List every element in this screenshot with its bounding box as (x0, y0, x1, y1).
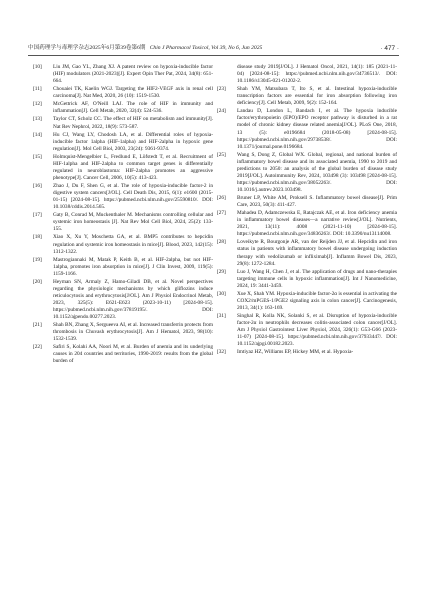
reference-item (33, 344, 213, 365)
journal-chinese-title: 中国药理学与毒理学杂志2025年6月第39卷第6期 (28, 45, 146, 51)
reference-text: Heyman SN, Armaly Z, Hamo-Giladi DB, et al. Novel perspectives regarding the physiologic mechanisms by which gliflozins induce reticulocytosis and erythrocytosis[J/OL]. Am J Physiol Endocrinol Metab, 2023, 325(5): E621-E623 (2023-10-11) [2024-08-15]. https://pubmed.ncbi.nlm.nih.gov/37819195/. DOI: 10.1152/ajpendo.00277.2023. (53, 278, 213, 321)
reference-number: [24] (217, 108, 226, 115)
journal-info (28, 42, 262, 55)
reference-number: [23] (217, 86, 226, 93)
reference-item (217, 291, 397, 312)
reference-number: [20] (33, 278, 42, 285)
reference-number: [13] (33, 116, 42, 123)
running-header (28, 42, 399, 56)
page-number: · 477 · (380, 45, 399, 52)
reference-item (217, 313, 397, 348)
reference-text: Loveikyte R, Bourgonje AR, van der Reijden JJ, et al. Hepcidin and iron status in patients with inflammatory bowel disease undergoing induction therapy with vedolizumab or infliximab[J]. Inflamm Bowel Dis, 2023, 29(8): 1272-1284. (237, 239, 397, 267)
reference-item (33, 279, 213, 321)
journal-english-title: Chin J Pharmacol Toxicol, Vol 39, No 6, Jun 2025 (149, 45, 263, 51)
reference-text: Safiri S, Kolahi AA, Noori M, et al. Burden of anemia and its underlying causes in 204 countries and territories, 1990-2019: results from the global burden of (53, 344, 213, 365)
reference-text: Bruner LP, White AM, Proksell S. Inflammatory bowel disease[J]. Prim Care, 2023, 50(3): 411-427. (237, 195, 397, 209)
reference-number: [32] (217, 349, 226, 356)
reference-item (33, 234, 213, 255)
reference-item (217, 269, 397, 290)
reference-text: Xiao X, Xu Y, Moschetta GA, et al. BMP5 contributes to hepcidin regulation and systemic iron homeostasis in mice[J]. Blood, 2023, 142(15): 1312-1322. (53, 234, 213, 255)
reference-text: Zhao J, Du F, Shen G, et al. The role of hypoxia-inducible factor-2 in digestive system cancers[J/OL]. Cell Death Dis, 2015, 6(1): e1600 (2015-01-15) [2024-08-15]. https://pubmed.ncbi.nlm.nih.gov/25590810/. DOI: 10.1038/cddis.2014.565. (53, 183, 213, 211)
reference-text: Luo J, Wang H, Chen J, et al. The application of drugs and nano-therapies targeting immune cells in hypoxic inflammation[J]. Int J Nanomedicine, 2024, 19: 3441-3459. (237, 268, 397, 289)
reference-number: [15] (33, 153, 42, 160)
reference-item (217, 64, 397, 85)
reference-number: [14] (33, 131, 42, 138)
reference-number: [12] (33, 101, 42, 108)
reference-text: Mahadea D, Adamczewska E, Ratajczak AE, et al. Iron deficiency anemia in inflammatory bowel diseases—a narrative review[J/OL]. Nutrients, 2021, 13(11): 4008 (2021-11-10) [2024-08-15]. https://pubmed.ncbi.nlm.nih.gov/34836263/. DOI: 10.3390/nu13114008. (237, 210, 397, 238)
reference-item (217, 108, 397, 150)
reference-item (33, 212, 213, 233)
reference-number: [28] (217, 239, 226, 246)
reference-number: [25] (217, 151, 226, 158)
reference-text: Imtiyaz HZ, Williams EP, Hickey MM, et al. Hypoxia- (237, 349, 354, 356)
reference-text: Chouaiei TK, Kaelin WGJ. Targeting the HIF2-VEGF axis in renal cell carcinoma[J]. Nat Med, 2020, 26 (10): 1519-1530. (53, 86, 213, 100)
reference-text: Shah YM, Matsubara T, Ito S, et al. Intestinal hypoxia-inducible transcription factors are essential for iron absorption following iron deficiency[J]. Cell Metab, 2009, 9(2): 152-164. (237, 86, 397, 107)
reference-text: disease study 2019[J/OL]. J Hematol Oncol, 2021, 14(1): 185 (2021-11-04) [2024-08-15]: https://pubmed.ncbi.nlm.nih.gov/34736513/. DOI: 10.1186/s13045-021-01202-2. (237, 64, 397, 85)
reference-number: [31] (217, 313, 226, 320)
reference-item (33, 183, 213, 211)
reference-text: Singhal R, Kolla NK, Solanki S, et al. Disruption of hypoxia-inducible factor-2α in neutrophils decreases colitis-associated colon cancer[J/OL]. Am J Physiol Gastrointest Liver Physiol, 2024, 326(1): G53-G66 (2023-11-07) [2024-08-15]. https://pubmed.ncbi.nlm.nih.gov/37933447/. DOI: 10.1152/ajpgi.00182.2023. (237, 313, 397, 348)
reference-text: Shah BN, Zhang X, Sergueeva AI, et al. Increased transferrin protects from thrombosis in Chuvash erythrocytosis[J]. Am J Hematol, 2023, 98(10): 1532-1539. (53, 322, 213, 343)
reference-number: [26] (217, 195, 226, 202)
reference-number: [27] (217, 210, 226, 217)
reference-item (33, 257, 213, 278)
reference-text: Taylor CT, Scholz CC. The effect of HIF on metabolism and immunity[J]. Nat Rev Nephrol, 2022, 18(9): 573-587. (53, 116, 213, 130)
reference-item (33, 86, 213, 100)
reference-item (217, 349, 397, 356)
reference-text: McGettrick AF, O'Neill LAJ. The role of HIF in immunity and inflammation[J]. Cell Metab, 2020, 32(4): 524-536. (53, 101, 213, 115)
reference-item (33, 116, 213, 130)
reference-text: Landau D, London L, Bandach I, et al. The hypoxia inducible factor/erythropoietin (EPO)/EPO receptor pathway is disturbed in a rat model of chronic kidney disease related anemia[J/OL]. PLoS One, 2018, 13 (5): e0196684 (2018-05-08) [2024-08-15]. https://pubmed.ncbi.nlm.nih.gov/29738538/. DOI: 10.1371/journal.pone.0196684. (237, 108, 397, 150)
reference-number: [11] (33, 86, 42, 93)
reference-text: Wang S, Dong Z, Global WX. Global, regional, and national burden of inflammatory bowel disease and its associated anemia, 1990 to 2019 and predictions to 2050: an analysis of the global burden of disease study 2019[J/OL]. Autoimmunity Rev, 2024, 103498 (3): 103498 [2024-08-15]. https://pubmed.ncbi.nlm.nih.gov/38052263/. DOI: 10.1016/j.autrev.2023.103498. (237, 151, 397, 193)
reference-number: [10] (33, 64, 42, 70)
reference-item (217, 195, 397, 209)
reference-item (33, 132, 213, 153)
reference-text: Hu CJ, Wang LY, Chodosh LA, et al. Differential roles of hypoxia-inducible factor 1alpha (HIF-1alpha) and HIF-2alpha in hypoxic gene regulation[J]. Mol Cell Biol, 2003, 23(24): 9361-9374. (53, 131, 213, 152)
reference-text: Holmquist-Mengelbier L, Fredlund E, Löfstedt T, et al. Recruitment of HIF-1alpha and HIF-2alpha to common target genes is differentially regulated in neuroblastoma: HIF-2alpha promotes an aggressive phenotype[J]. Cancer Cell, 2006, 10(5): 413-423. (53, 153, 213, 181)
reference-item (217, 86, 397, 107)
reference-item (217, 152, 397, 194)
reference-text: Mastrogiannaki M, Matak P, Keith B, et al. HIF-2alpha, but not HIF-1alpha, promotes iron absorption in mice[J]. J Clin Invest, 2009, 119(5): 1159-1166. (53, 256, 213, 277)
reference-number: [19] (33, 256, 42, 263)
reference-item (217, 210, 397, 238)
reference-item (33, 154, 213, 182)
reference-item (33, 64, 213, 85)
reference-item (33, 101, 213, 115)
reference-text: Xue X, Shah YM. Hypoxia-inducible factor-2α is essential in activating the COX2/mPGES-1/PGE2 signaling axis in colon cancer[J]. Carcinogenesis, 2013, 34(1): 163-169. (237, 290, 397, 311)
reference-item (217, 239, 397, 267)
reference-text: Gaty B, Conrad M, Muckenthaler M. Mechanisms controlling cellular and systemic iron homeostasis [J]. Nat Rev Mol Cell Biol, 2024, 25(2): 133-155. (53, 212, 213, 233)
reference-number: [30] (217, 290, 226, 297)
reference-item (33, 322, 213, 343)
reference-number: [18] (33, 234, 42, 241)
reference-number: [21] (33, 322, 42, 329)
reference-text: Liu JM, Gao YL, Zhang XJ. A patent review on hypoxia-inducible factor (HIF) modulators (2021-2023)[J]. Expert Opin Ther Pat, 2024, 34(8): 651-664. (53, 64, 213, 85)
references-right-column (217, 64, 397, 357)
reference-number: [17] (33, 212, 42, 219)
reference-number: [29] (217, 268, 226, 275)
reference-number: [16] (33, 183, 42, 190)
references-left-column (33, 64, 213, 367)
reference-number: [22] (33, 344, 42, 351)
